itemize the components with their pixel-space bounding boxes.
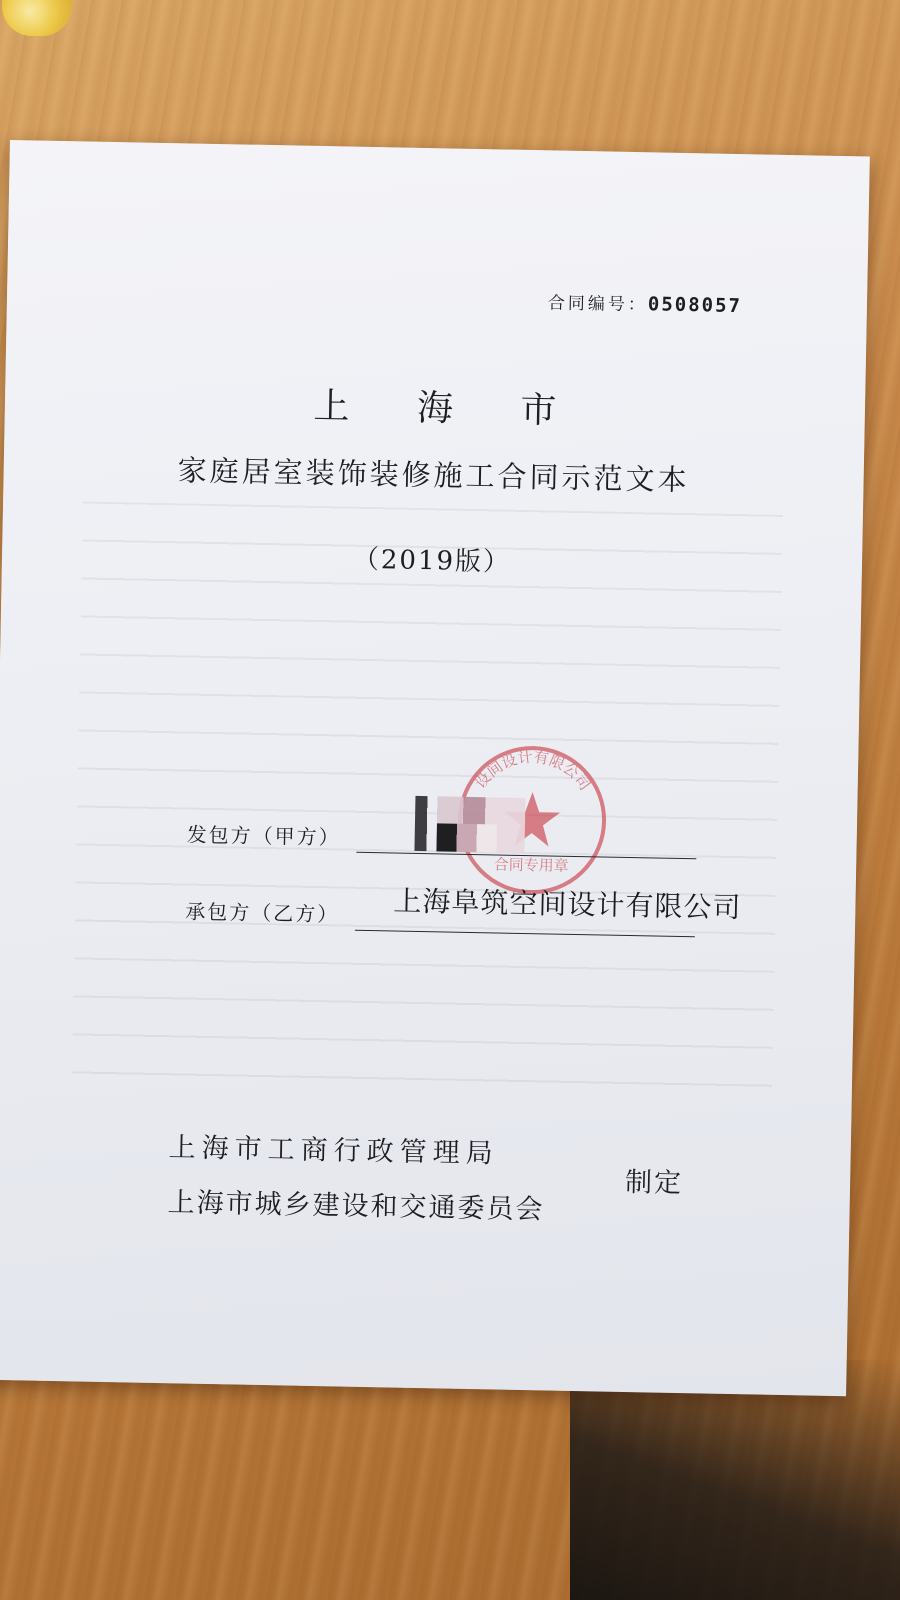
document-title: 家庭居室装饰装修施工合同示范文本 <box>177 453 690 498</box>
redacted-party-a-name-detail <box>436 823 497 852</box>
desk-shadow <box>570 1360 900 1600</box>
contract-cover-page <box>0 140 870 1396</box>
yellow-object <box>2 0 72 36</box>
party-a-label: 发包方（甲方） <box>186 822 341 850</box>
contract-number <box>548 288 743 317</box>
seal-bottom-text: 合同专用章 <box>493 855 569 875</box>
contract-number-value: 0508057 <box>647 293 743 318</box>
party-b-name: 上海阜筑空间设计有限公司 <box>393 884 742 925</box>
edition-label: （2019版） <box>352 544 512 578</box>
issuer-construction-committee: 上海市城乡建设和交通委员会 <box>167 1187 545 1226</box>
issued-by-label: 制定 <box>624 1167 684 1200</box>
title-city: 上 海 市 <box>313 385 585 433</box>
party-b-label: 承包方（乙方） <box>184 899 340 927</box>
contract-number-label: 合同编号： <box>547 293 649 316</box>
seal-arc-text: 设间设计有限公司 <box>471 747 595 794</box>
issuer-administration-bureau: 上海市工商行政管理局 <box>168 1132 499 1170</box>
